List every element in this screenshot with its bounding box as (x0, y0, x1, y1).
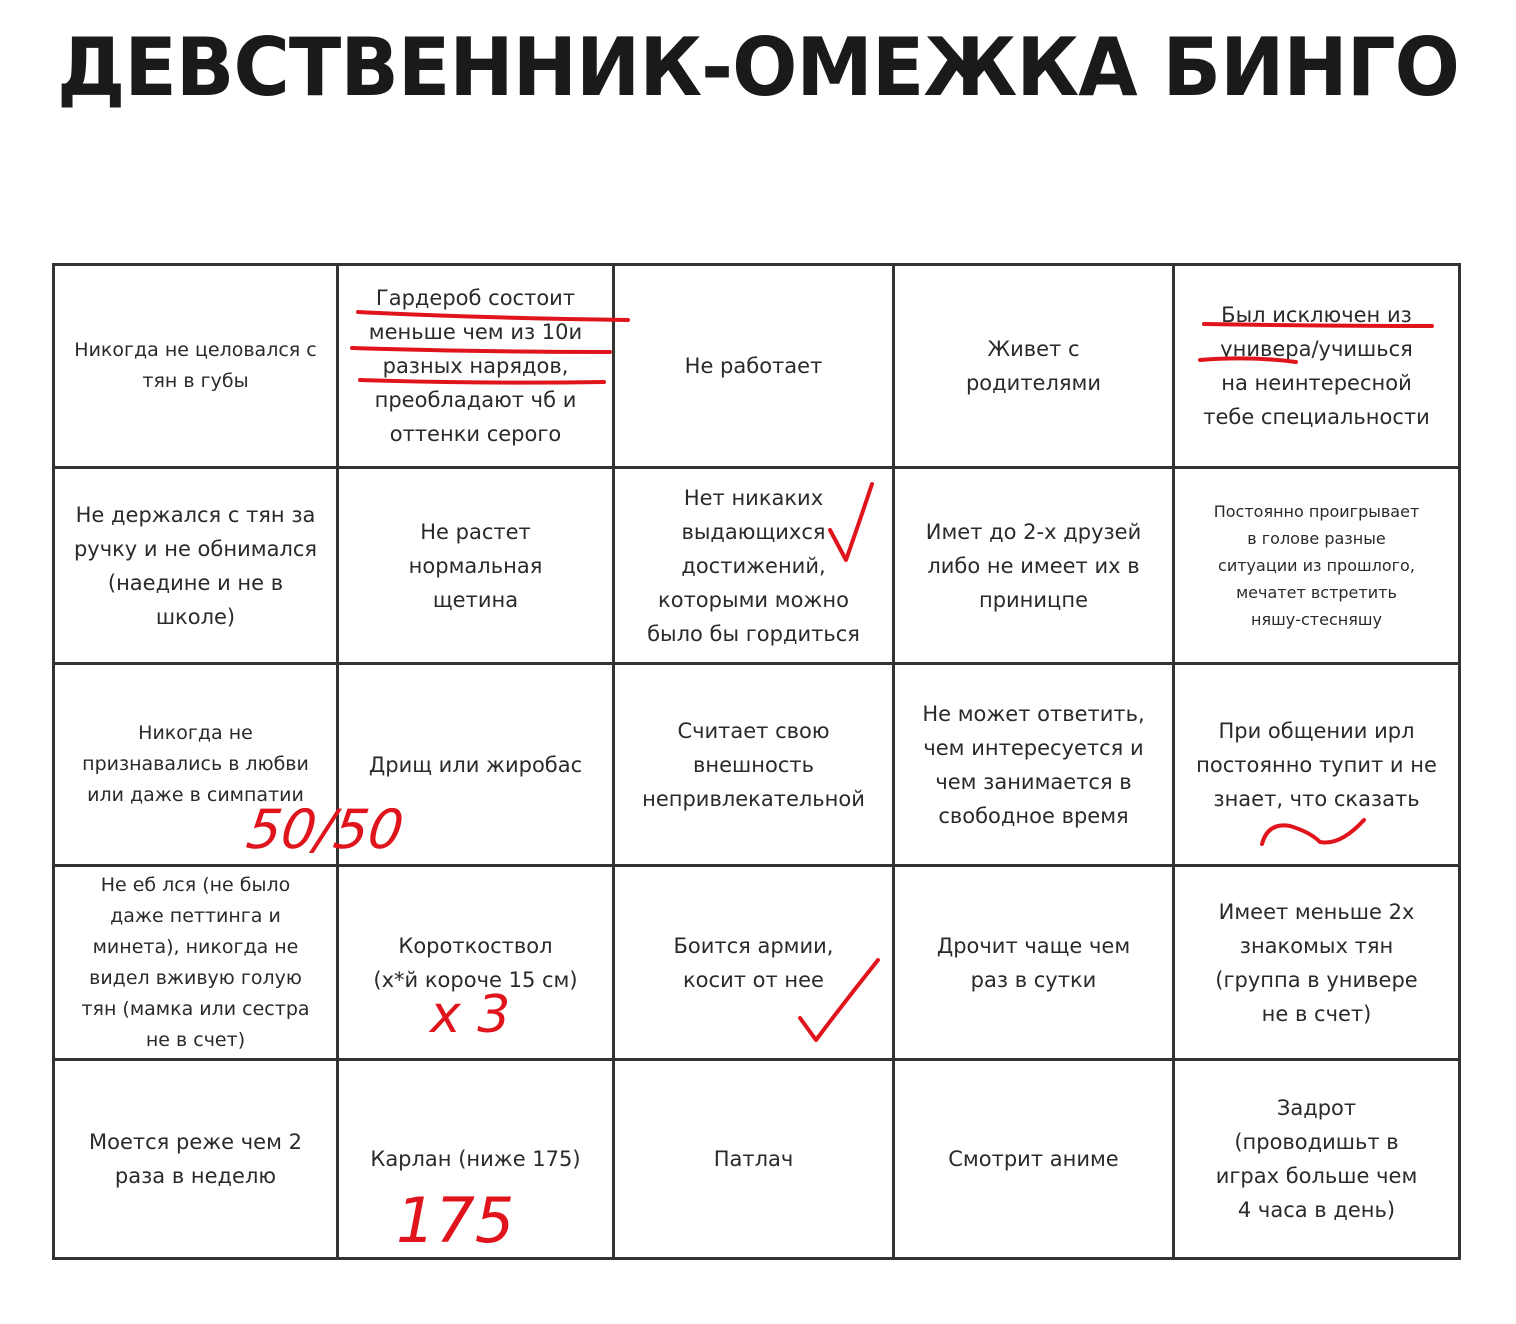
cell-text: Не растет нормальная щетина (408, 519, 543, 612)
bingo-cell (615, 867, 895, 1061)
bingo-cell (1175, 1061, 1458, 1257)
cell-text: Живет с родителями (965, 337, 1102, 395)
cell-text: Дрищ или жиробас (368, 752, 583, 777)
bingo-cell (339, 867, 615, 1061)
cell-text: Имеет меньше 2х знакомых тян (группа в универе не в счет) (1215, 899, 1418, 1026)
cell-text: Боится армии, косит от нее (673, 933, 834, 992)
cell-text: Моется реже чем 2 раза в неделю (89, 1130, 302, 1188)
bingo-cell (339, 665, 615, 867)
annotation-text: 50/50 (243, 798, 408, 861)
bingo-cell (615, 266, 895, 469)
annotation-text: 175 (396, 1184, 515, 1257)
cell-text: Считает свою внешность непривлекательной (642, 718, 865, 811)
cell-text: Никогда не целовался с тян в губы (74, 339, 317, 392)
cell-text: При общении ирл постоянно тупит и не знает, что сказать (1196, 718, 1437, 811)
bingo-cell (895, 469, 1175, 665)
bingo-cell (895, 665, 1175, 867)
bingo-cell (1175, 266, 1458, 469)
cell-text: Задрот (проводишьт в играх больше чем 4 часа в день) (1215, 1096, 1418, 1222)
bingo-cell (895, 266, 1175, 469)
cell-text: Не еб лся (не было даже петтинга и минета), никогда не видел вживую голую тян (мамка или сестра не в счет) (81, 873, 310, 1051)
page-title: ДЕВСТВЕННИК-ОМЕЖКА БИНГО (56, 21, 1460, 114)
bingo-cell (895, 1061, 1175, 1257)
cell-text: Карлан (ниже 175) (370, 1147, 581, 1171)
cell-text: Никогда не признавались в любви или даже в симпатии (82, 722, 309, 806)
cell-text: Дрочит чаще чем раз в сутки (936, 933, 1131, 992)
cell-text: Не может ответить, чем интересуется и чем занимается в свободное время (922, 701, 1145, 828)
bingo-cell (339, 266, 615, 469)
cell-text: Гардероб состоит меньше чем из 10и разных нарядов, преобладают чб и оттенки серого (368, 286, 583, 446)
cell-text: Не держался с тян за ручку и не обнимался (наедине и не в школе) (73, 502, 318, 629)
bingo-cell (55, 266, 339, 469)
bingo-cell (339, 469, 615, 665)
cell-text: Не работает (684, 354, 823, 378)
cell-text: Был исключен из универа/учишься на неинтересной тебе специальности (1203, 303, 1430, 429)
bingo-cell (615, 1061, 895, 1257)
annotation-text: x 3 (430, 985, 511, 1045)
bingo-cell (55, 1061, 339, 1257)
bingo-cell (1175, 469, 1458, 665)
bingo-cell (1175, 665, 1458, 867)
cell-text: Постоянно проигрывает в голове разные ситуации из прошлого, мечатет встретить няшу-стесняшу (1213, 502, 1420, 629)
cell-text: Имет до 2-х друзей либо не имеет их в приницпе (925, 519, 1142, 612)
cell-text: Смотрит аниме (948, 1147, 1119, 1171)
bingo-cell (339, 1061, 615, 1257)
bingo-cell (895, 867, 1175, 1061)
bingo-cell (55, 665, 339, 867)
cell-text: Патлач (713, 1147, 794, 1171)
bingo-cell (615, 469, 895, 665)
bingo-cell (1175, 867, 1458, 1061)
cell-text: Нет никаких выдающихся достижений, которыми можно было бы гордиться (647, 485, 860, 646)
bingo-cell (55, 867, 339, 1061)
bingo-cell (55, 469, 339, 665)
bingo-cell (615, 665, 895, 867)
cell-text: Короткоствол (х*й короче 15 см) (373, 933, 578, 992)
bingo-board (52, 263, 1461, 1260)
